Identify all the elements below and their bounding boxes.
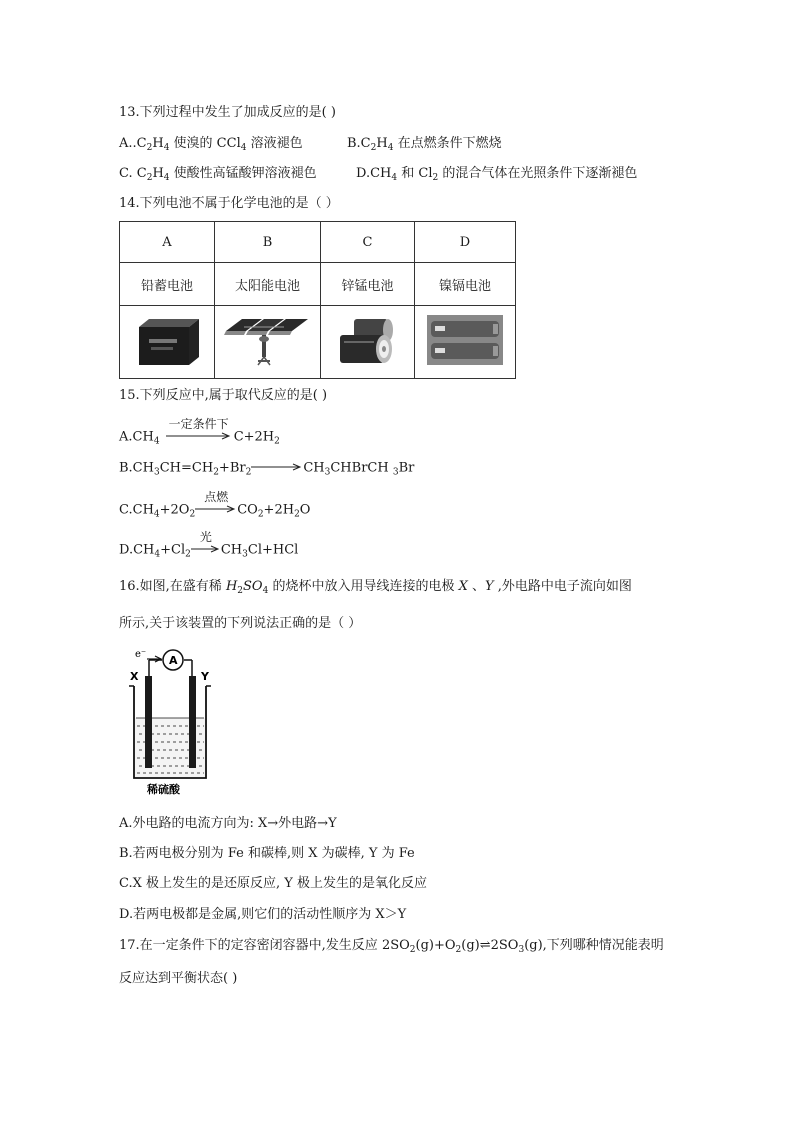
q17-stem-line2: 反应达到平衡状态( ) [119,971,238,986]
q15-option-c: $C.CH_4+2O_2$ 点燃 $CO_2+2H_2O$ [119,490,311,520]
electron-label: e⁻ [135,649,147,660]
ammeter-label: A [169,654,178,667]
q16-option-d: D.若两电极都是金属,则它们的活动性顺序为 X＞Y [119,907,407,922]
q17-stem-line1: 17.在一定条件下的定容密闭容器中,发生反应 $2SO_2(g)+O_2(g)\rightleftharpoons 2SO_3(g)$,下列哪种情况能表明 [119,938,664,955]
q15-option-a: $A.CH_4$ 一定条件下 $C+2H_2$ [119,417,280,447]
battery-name-d: 镍镉电池 [415,263,516,306]
q16-option-b: B.若两电极分别为 Fe 和碳棒,则 X 为碳棒, Y 为 Fe [119,846,415,861]
nickel-cadmium-battery-image [415,306,516,379]
battery-header-d: D [415,222,516,263]
lead-acid-battery-image [120,306,215,379]
q13-stem: 13.下列过程中发生了加成反应的是( ) [119,105,336,120]
q15-a-condition: 一定条件下 [168,417,229,431]
electrode-x [145,676,152,768]
electrode-x-label: X [130,670,139,683]
battery-header-c: C [321,222,415,263]
electrolysis-cell-diagram [125,646,220,796]
reaction-arrow-icon [195,505,237,513]
q13-option-b: $B.C_2H_4$ 在点燃条件下燃烧 [347,136,502,153]
solar-panel-image [215,306,321,379]
zinc-manganese-battery-image [321,306,415,379]
battery-name-b: 太阳能电池 [215,263,321,306]
electrolyte-caption: 稀硫酸 [147,783,180,796]
reaction-arrow-icon [191,545,221,553]
battery-name-c: 锌锰电池 [321,263,415,306]
q15-d-condition: 光 [199,530,212,544]
q15-option-b: $B.CH_3CH=CH_2+Br_2$ $CH_3CHBrCH$ $_3$Br [119,460,415,478]
q15-stem: 15.下列反应中,属于取代反应的是( ) [119,388,328,403]
q15-option-d: $D.CH_4+Cl_2$ 光 $CH_3Cl+HCl$ [119,530,299,560]
q16-stem-line1: 16.如图,在盛有稀 $H_2SO_4$ 的烧杯中放入用导线连接的电极 X 、Y ,外电路中电子流向如图 [119,579,632,596]
electrode-y [189,676,196,768]
q13-option-a: $A..C_2H_4$ 使溴的 CCl$_4$ 溶液褪色 [119,136,303,153]
battery-name-a: 铅蓄电池 [120,263,215,306]
q13-option-d: $D.CH_4$ 和 $Cl_2$ 的混合气体在光照条件下逐渐褪色 [356,166,638,183]
q13-option-c: C. $C_2H_4$ 使酸性高锰酸钾溶液褪色 [119,166,317,183]
q16-option-c: C.X 极上发生的是还原反应, Y 极上发生的是氧化反应 [119,876,427,891]
q16-stem-line2: 所示,关于该装置的下列说法正确的是（ ） [119,616,362,631]
battery-header-b: B [215,222,321,263]
electrode-y-label: Y [201,670,209,683]
battery-table [119,221,516,379]
q15-c-condition: 点燃 [204,490,229,504]
battery-header-a: A [120,222,215,263]
q14-stem: 14.下列电池不属于化学电池的是（ ） [119,196,339,211]
q16-option-a: A.外电路的电流方向为: X→外电路→Y [119,816,337,831]
reaction-arrow-icon [251,463,303,471]
reaction-arrow-icon [166,432,232,440]
